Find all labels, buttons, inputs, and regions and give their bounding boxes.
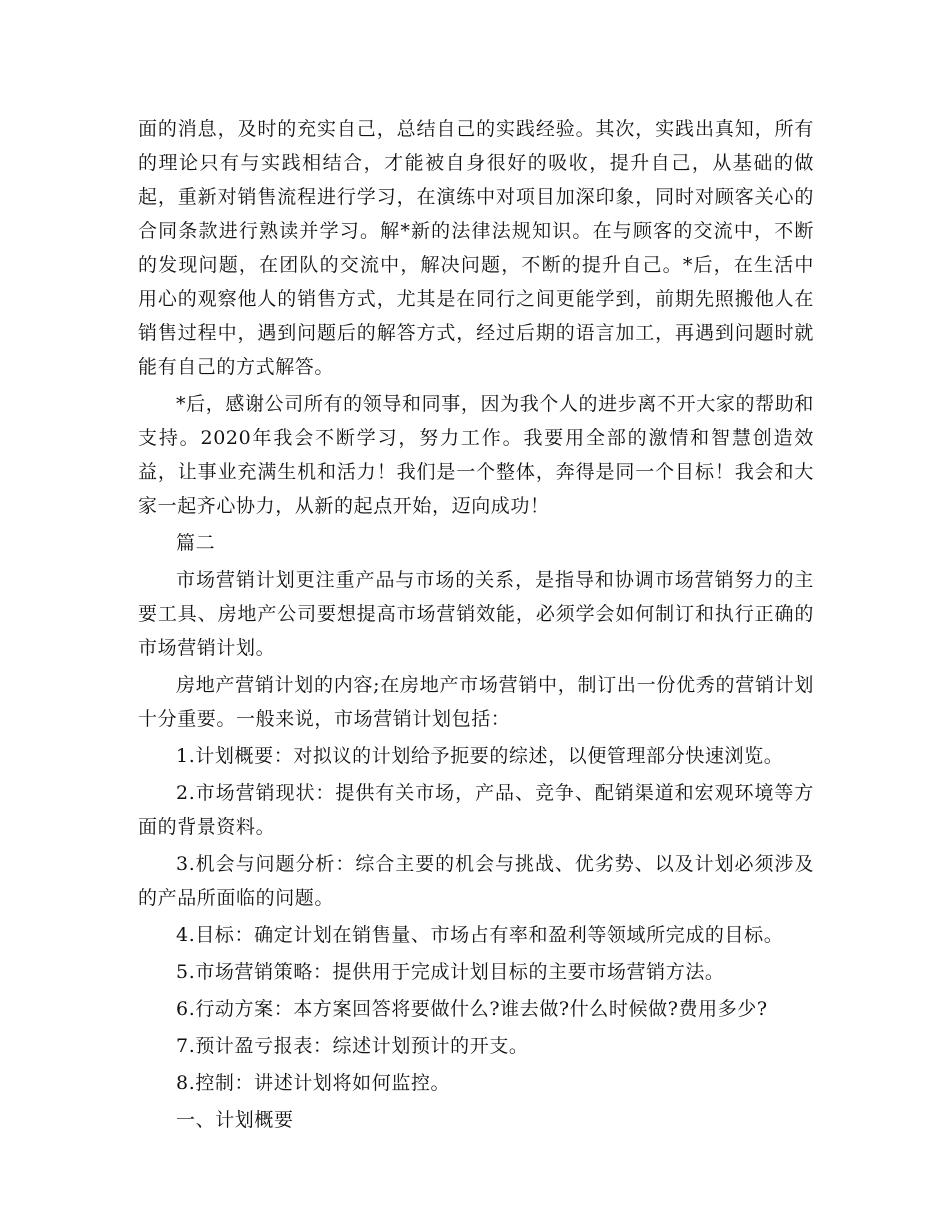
paragraph-thanks: *后，感谢公司所有的领导和同事，因为我个人的进步离不开大家的帮助和支持。2020年我会不断学习，努力工作。我要用全部的激情和智慧创造效益，让事业充满生机和活力！我们是一个整体，奔得是同一个目标！我会和大家一起齐心协力，从新的起点开始，迈向成功！ — [138, 393, 814, 517]
list-item-profit-loss: 7.预计盈亏报表：综述计划预计的开支。 — [176, 1035, 529, 1057]
section-heading-plan-summary: 一、计划概要 — [176, 1109, 294, 1131]
list-item-opportunity-analysis: 3.机会与问题分析：综合主要的机会与挑战、优劣势、以及计划必须涉及的产品所面临的问题。 — [138, 853, 814, 909]
list-item-market-status: 2.市场营销现状：提供有关市场，产品、竞争、配销渠道和宏观环境等方面的背景资料。 — [138, 782, 814, 838]
section-heading-part-two: 篇二 — [176, 532, 216, 554]
list-item-control: 8.控制：讲述计划将如何监控。 — [176, 1072, 451, 1094]
paragraph-continuation: 面的消息，及时的充实自己，总结自己的实践经验。其次，实践出真知，所有的理论只有与实践相结合，才能被自身很好的吸收，提升自己，从基础的做起，重新对销售流程进行学习，在演练中对项目加深印象，同时对顾客关心的合同条款进行熟读并学习。解*新的法律法规知识。在与顾客的交流中，不断的发现问题，在团队的交流中，解决问题，不断的提升自己。*后，在生活中用心的观察他人的销售方式，尤其是在同行之间更能学到，前期先照搬他人在销售过程中，遇到问题后的解答方式，经过后期的语言加工，再遇到问题时就能有自己的方式解答。 — [138, 118, 814, 378]
paragraph-marketing-plan-intro: 市场营销计划更注重产品与市场的关系，是指导和协调市场营销努力的主要工具、房地产公司要想提高市场营销效能，必须学会如何制订和执行正确的市场营销计划。 — [138, 569, 814, 659]
paragraph-plan-contents: 房地产营销计划的内容;在房地产市场营销中，制订出一份优秀的营销计划十分重要。一般来说，市场营销计划包括： — [138, 674, 814, 730]
document-page — [138, 112, 814, 1140]
list-item-strategy: 5.市场营销策略：提供用于完成计划目标的主要市场营销方法。 — [176, 961, 725, 983]
list-item-action-plan: 6.行动方案：本方案回答将要做什么?谁去做?什么时候做?费用多少? — [176, 998, 768, 1020]
list-item-goals: 4.目标：确定计划在销售量、市场占有率和盈利等领域所完成的目标。 — [176, 924, 784, 946]
list-item-plan-summary: 1.计划概要：对拟议的计划给予扼要的综述，以便管理部分快速浏览。 — [176, 745, 784, 767]
